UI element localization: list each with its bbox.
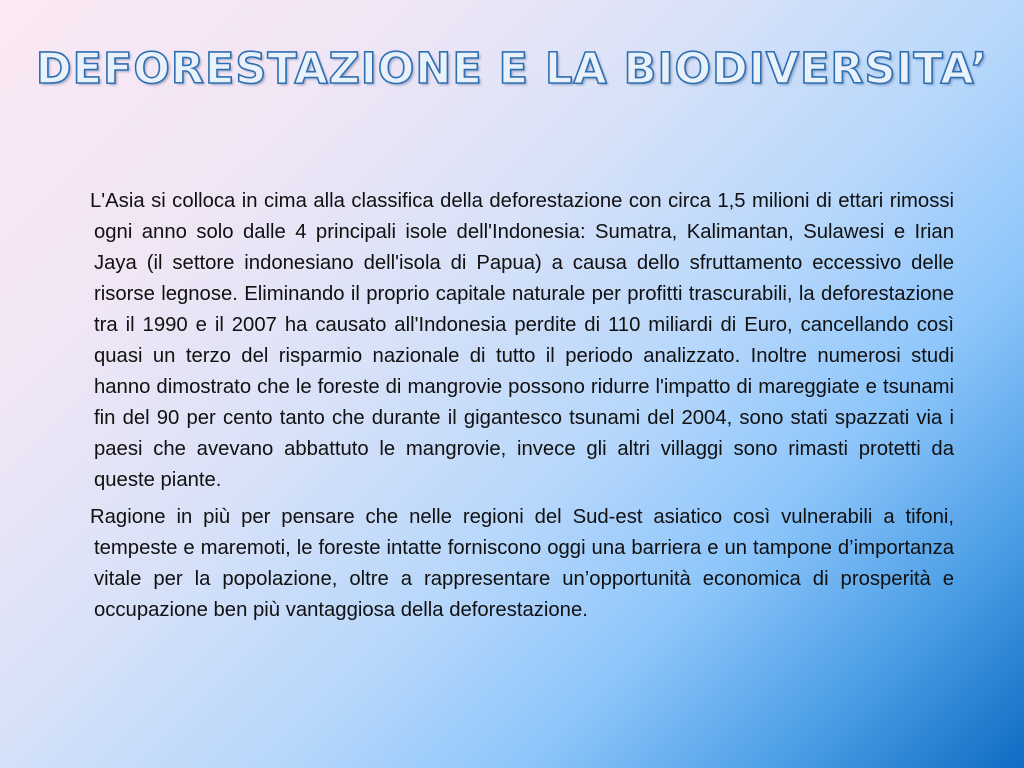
slide-title: DEFORESTAZIONE E LA BIODIVERSITA’ xyxy=(35,44,989,94)
slide-body xyxy=(90,186,954,632)
paragraph-asia-deforestation: L'Asia si colloca in cima alla classifica della deforestazione con circa 1,5 milioni di ettari rimossi ogni anno solo dalle 4 principali isole dell'Indonesia: Sumatra, Kalimantan, Sulawesi e Irian Jaya (il settore indonesiano dell'isola di Papua) a causa dello sfruttamento eccessivo delle risorse legnose. Eliminando il proprio capitale naturale per profitti trascurabili, la deforestazione tra il 1990 e il 2007 ha causato all'Indonesia perdite di 110 miliardi di Euro, cancellando così quasi un terzo del risparmio nazionale di tutto il periodo analizzato. Inoltre numerosi studi hanno dimostrato che le foreste di mangrovie possono ridurre l'impatto di mareggiate e tsunami fin del 90 per cento tanto che durante il gigantesco tsunami del 2004, sono stati spazzati via i paesi che avevano abbattuto le mangrovie, invece gli altri villaggi sono rimasti protetti da queste piante. xyxy=(90,190,954,491)
paragraph-southeast-asia-protection: Ragione in più per pensare che nelle regioni del Sud-est asiatico così vulnerabili a tifoni, tempeste e maremoti, le foreste intatte forniscono oggi una barriera e un tampone d’importanza vitale per la popolazione, oltre a rappresentare un’opportunità economica di prosperità e occupazione ben più vantaggiosa della deforestazione. xyxy=(90,506,954,621)
